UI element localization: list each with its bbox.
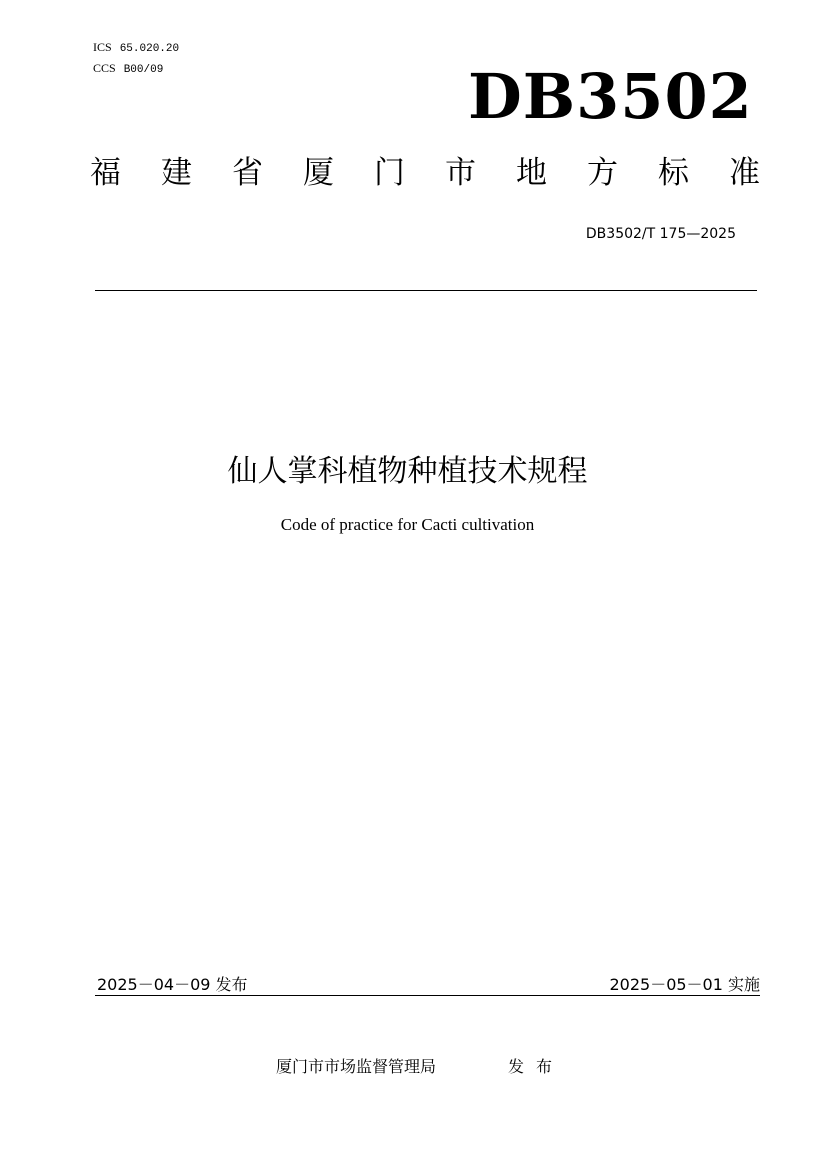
standard-type-heading	[90, 155, 760, 191]
document-title-en: Code of practice for Cacti cultivation	[280, 515, 535, 534]
issuing-authority: 厦门市市场监督管理局	[276, 1057, 437, 1076]
header-divider	[95, 290, 757, 291]
standard-type-char: 标	[658, 155, 689, 191]
standard-type-char: 厦	[303, 155, 334, 191]
ccs-label: CCS	[93, 61, 116, 75]
standard-type-char: 市	[445, 155, 476, 191]
ics-label: ICS	[93, 40, 112, 54]
ccs-code	[93, 61, 163, 76]
standard-type-char: 地	[516, 155, 547, 191]
ics-value: 65.020.20	[119, 43, 180, 55]
ics-code	[93, 40, 179, 55]
standard-type-char: 准	[729, 155, 760, 191]
standard-type-char: 省	[232, 155, 263, 191]
issuer-action: 发布	[508, 1057, 565, 1076]
standard-type-char: 福	[90, 155, 121, 191]
standard-type-char: 门	[374, 155, 405, 191]
document-title-cn: 仙人掌科植物种植技术规程	[227, 454, 588, 489]
standard-number: DB3502/T 175—2025	[585, 226, 736, 242]
ccs-value: B00/09	[123, 64, 164, 76]
standard-type-char: 建	[161, 155, 192, 191]
footer-divider	[95, 995, 760, 996]
issue-date: 2025－04－09 发布	[97, 975, 248, 994]
standard-type-char: 方	[587, 155, 618, 191]
implementation-date: 2025－05－01 实施	[609, 975, 760, 994]
standard-code-logo: DB3502	[468, 60, 753, 133]
